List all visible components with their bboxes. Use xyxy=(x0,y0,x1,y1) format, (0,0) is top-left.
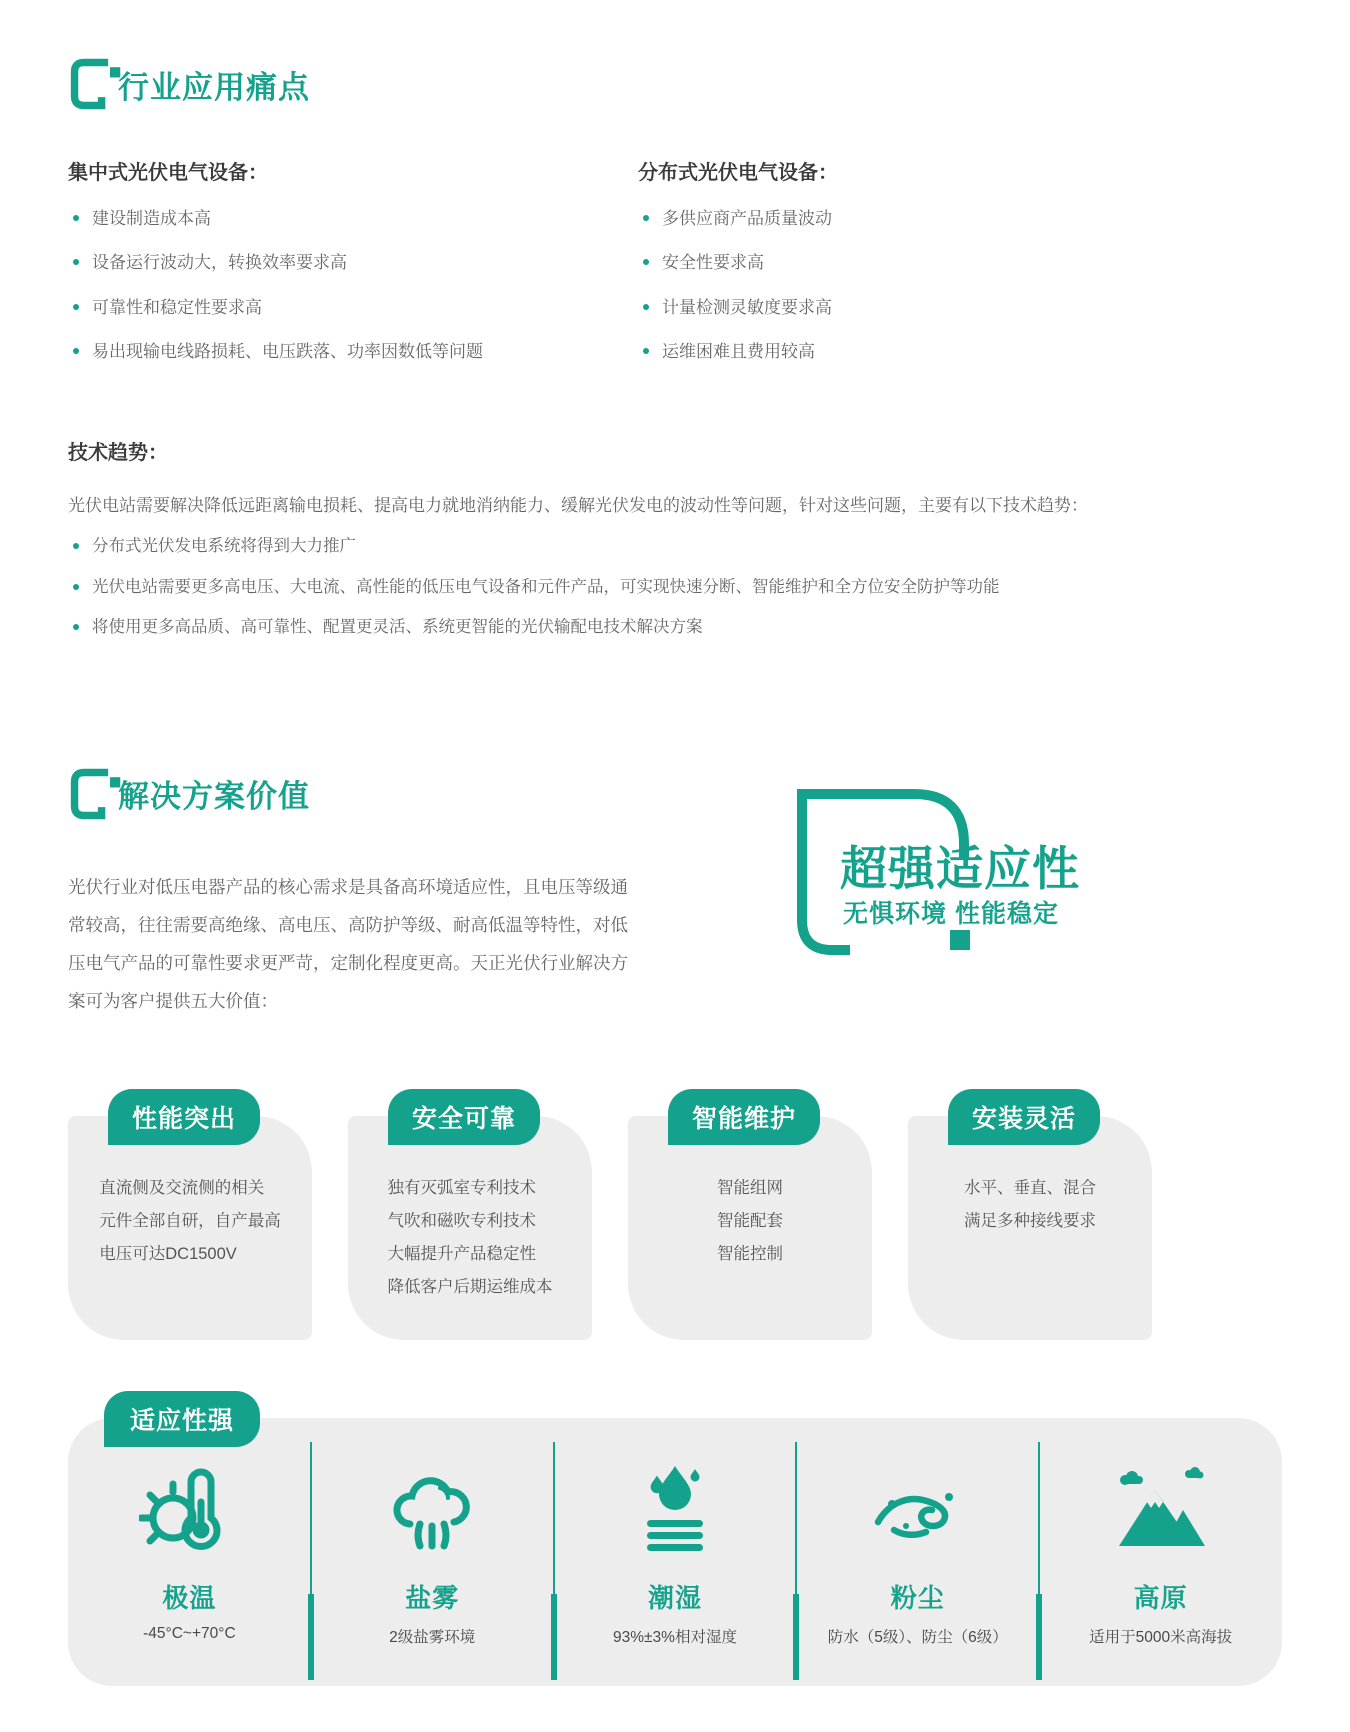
value-card-flexible-install xyxy=(908,1104,1152,1340)
value-line: 智能控制 xyxy=(717,1244,783,1263)
list-item: 光伏电站需要更多高电压、大电流、高性能的低压电气设备和元件产品，可实现快速分断、智能维护和全方位安全防护等功能 xyxy=(68,577,1282,598)
solution-intro: 光伏行业对低压电器产品的核心需求是具备高环境适应性，且电压等级通常较高，往往需要高绝缘、高电压、高防护等级、耐高低温等特性，对低压电气产品的可靠性要求更严苛，定制化程度更高。天正光伏行业解决方案可为客户提供五大价值： xyxy=(68,876,628,1011)
value-line: 水平、垂直、混合 xyxy=(964,1178,1096,1197)
list-item: 将使用更多高品质、高可靠性、配置更灵活、系统更智能的光伏输配电技术解决方案 xyxy=(68,617,1282,638)
solution-title: 解决方案价值 xyxy=(118,779,310,815)
value-line: 元件全部自研，自产最高 xyxy=(99,1211,281,1230)
hero-subline: 无惧环境 性能稳定 xyxy=(843,899,1059,928)
pain-points-title: 行业应用痛点 xyxy=(118,69,310,105)
value-card-text xyxy=(717,1172,783,1271)
feature-name: 粉尘 xyxy=(890,1582,945,1613)
feature-extreme-temperature xyxy=(68,1418,311,1686)
trend-list xyxy=(68,536,1282,638)
humidity-icon xyxy=(625,1460,725,1564)
quote-bracket-icon xyxy=(68,766,124,822)
value-line: 电压可达DC1500V xyxy=(99,1244,237,1263)
quote-bracket-icon xyxy=(68,56,124,112)
value-card-safety xyxy=(348,1104,592,1340)
value-card-text xyxy=(99,1172,281,1271)
pain-group-centralized xyxy=(68,156,638,362)
feature-salt-fog xyxy=(311,1418,554,1686)
trend-intro: 光伏电站需要解决降低远距离输电损耗、提高电力就地消纳能力、缓解光伏发电的波动性等问题，针对这些问题，主要有以下技术趋势： xyxy=(68,496,1088,515)
feature-altitude xyxy=(1039,1418,1282,1686)
value-line: 满足多种接线要求 xyxy=(964,1211,1096,1230)
value-line: 大幅提升产品稳定性 xyxy=(387,1244,536,1263)
feature-humidity xyxy=(554,1418,797,1686)
list-item: 计量检测灵敏度要求高 xyxy=(638,297,1208,318)
feature-desc: 93%±3%相对湿度 xyxy=(613,1628,737,1646)
adaptability-badge: 适应性强 xyxy=(104,1391,260,1447)
list-item: 设备运行波动大，转换效率要求高 xyxy=(68,252,638,273)
group-heading: 集中式光伏电气设备： xyxy=(68,162,268,184)
pain-points-header xyxy=(68,56,1282,112)
list-item: 分布式光伏发电系统将得到大力推广 xyxy=(68,536,1282,557)
pain-list xyxy=(68,208,638,362)
feature-desc: 防水（5级）、防尘（6级） xyxy=(827,1628,1008,1646)
pain-points-section xyxy=(68,0,1282,638)
feature-desc: -45°C~+70°C xyxy=(143,1624,236,1642)
value-line: 智能组网 xyxy=(717,1178,783,1197)
value-line: 独有灭弧室专利技术 xyxy=(387,1178,536,1197)
salt-fog-icon xyxy=(382,1460,482,1564)
altitude-icon xyxy=(1111,1460,1211,1564)
adaptability-section xyxy=(68,1406,1282,1686)
value-line: 直流侧及交流侧的相关 xyxy=(99,1178,265,1197)
value-line: 智能配套 xyxy=(717,1211,783,1230)
value-card-smart-maintenance xyxy=(628,1104,872,1340)
value-badge: 安全可靠 xyxy=(388,1089,540,1145)
list-item: 建设制造成本高 xyxy=(68,208,638,229)
feature-name: 极温 xyxy=(162,1582,217,1613)
feature-dust xyxy=(796,1418,1039,1686)
list-item: 易出现输电线路损耗、电压跌落、功率因数低等问题 xyxy=(68,341,638,362)
list-item: 可靠性和稳定性要求高 xyxy=(68,297,638,318)
trend-heading: 技术趋势： xyxy=(68,442,168,464)
pain-list xyxy=(638,208,1208,362)
list-item: 安全性要求高 xyxy=(638,252,1208,273)
feature-name: 潮湿 xyxy=(647,1582,702,1613)
dust-icon xyxy=(868,1460,968,1564)
hero-headline: 超强适应性 xyxy=(840,841,1080,895)
feature-name: 盐雾 xyxy=(405,1582,460,1613)
feature-name: 高原 xyxy=(1133,1582,1188,1613)
value-badge: 性能突出 xyxy=(108,1089,260,1145)
adaptability-hero xyxy=(790,780,1150,1000)
feature-desc: 适用于5000米高海拔 xyxy=(1089,1628,1233,1646)
features-row xyxy=(68,1418,1282,1686)
value-card-text xyxy=(964,1172,1096,1238)
pain-points-columns xyxy=(68,156,1282,362)
list-item: 多供应商产品质量波动 xyxy=(638,208,1208,229)
feature-desc: 2级盐雾环境 xyxy=(389,1628,476,1646)
value-line: 降低客户后期运维成本 xyxy=(387,1277,553,1296)
value-card-performance xyxy=(68,1104,312,1340)
extreme-temperature-icon xyxy=(139,1460,239,1564)
pain-group-distributed xyxy=(638,156,1208,362)
value-cards-row xyxy=(68,1104,1282,1340)
value-card-text xyxy=(388,1172,553,1304)
list-item: 运维困难且费用较高 xyxy=(638,341,1208,362)
solution-value-section xyxy=(68,766,1282,1340)
tech-trend-block xyxy=(68,436,1282,638)
value-badge: 安装灵活 xyxy=(948,1089,1100,1145)
value-badge: 智能维护 xyxy=(668,1089,820,1145)
group-heading: 分布式光伏电气设备： xyxy=(638,162,838,184)
value-line: 气吹和磁吹专利技术 xyxy=(387,1211,536,1230)
